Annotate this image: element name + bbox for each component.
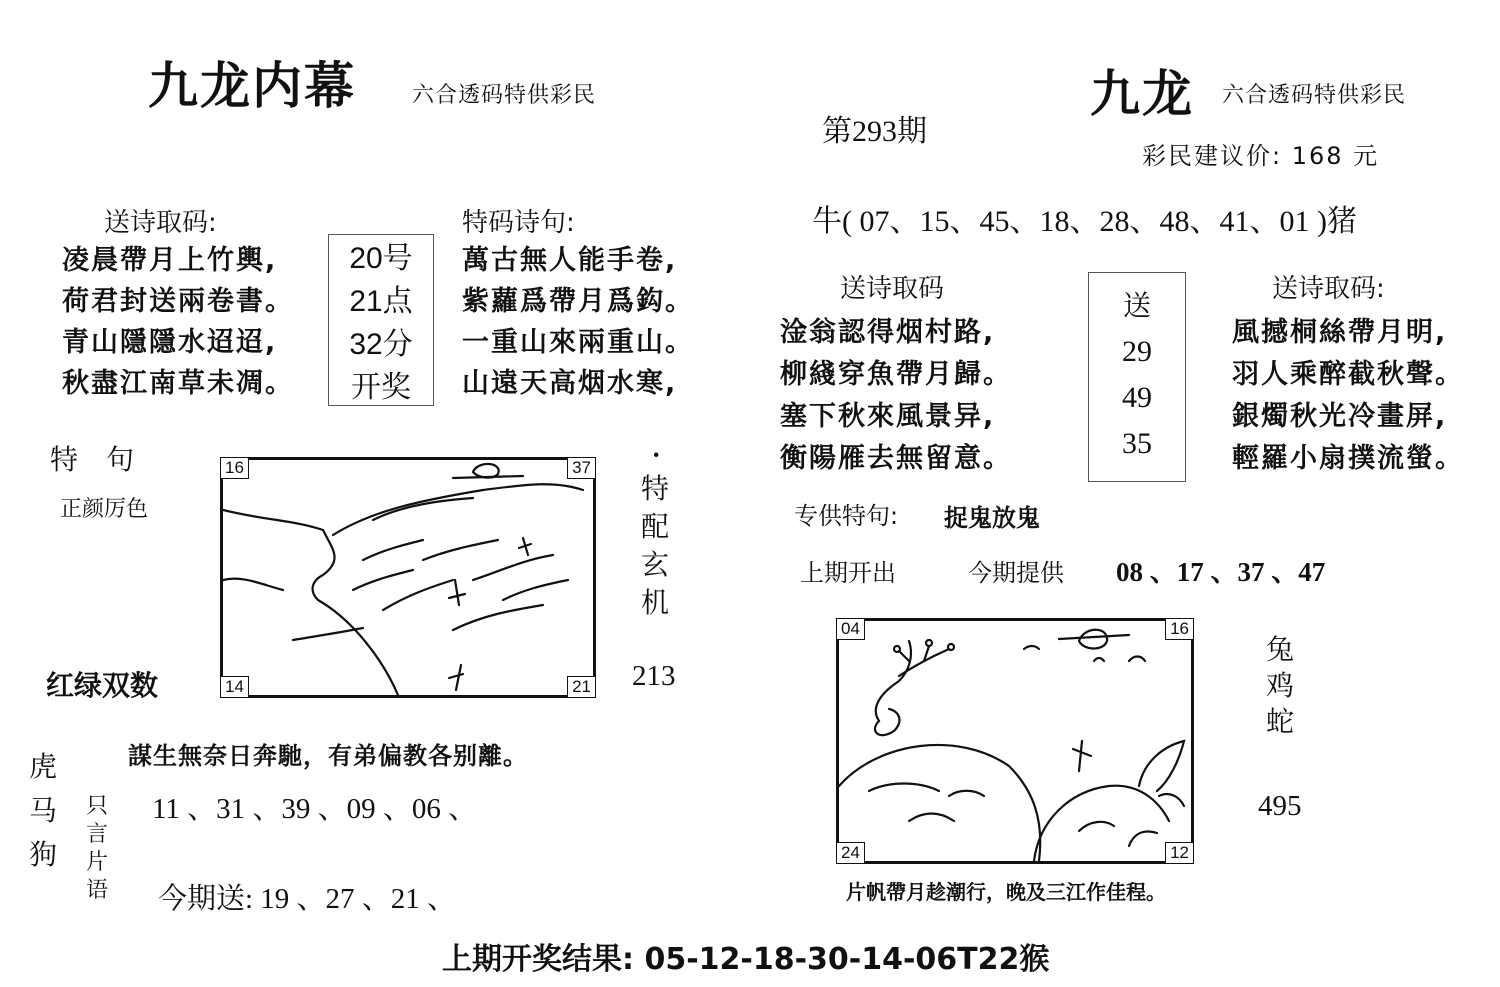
left-send-line: 今期送: 19 、27 、21 、 [158, 883, 457, 915]
poem-line: 衡陽雁去無留意。 [780, 443, 1012, 474]
red-green-label: 红绿双数 [46, 669, 159, 702]
poem-line: 荷君封送兩卷書。 [62, 286, 294, 317]
poem-line: 秋盡江南草未凋。 [62, 368, 294, 399]
left-poem [62, 240, 294, 404]
zodiac-char: 蛇 [1265, 705, 1294, 738]
provide-numbers: 08 、17 、37 、47 [1116, 557, 1326, 587]
poem-line: 柳綫穿魚帶月歸。 [780, 359, 1012, 390]
zodiac-char: 狗 [28, 838, 57, 871]
poem-line: 一重山來兩重山。 [462, 327, 694, 358]
send-label: 送 [1122, 289, 1151, 322]
corner-tag: 16 [1165, 619, 1193, 640]
right-zodiac-vertical [1262, 632, 1298, 740]
corner-tag: 37 [567, 458, 595, 479]
last-issue-label: 上期开出 [800, 559, 896, 587]
right-poem-heading-2: 送诗取码: [1272, 274, 1385, 304]
draw-time-box [328, 234, 434, 406]
poem-line: 山遠天高烟水寒, [462, 368, 678, 399]
right-poem-1 [780, 312, 1012, 480]
poem-line: 萬古無人能手卷, [462, 245, 678, 276]
zodiac-char: 马 [28, 794, 57, 827]
draw-label: 开奖 [351, 371, 411, 404]
poem-line: 凌晨帶月上竹輿, [62, 245, 278, 276]
right-numbers-line: 牛( 07、15、45、18、28、48、41、01 )猪 [812, 205, 1357, 238]
poem-line: 輕羅小扇撲流螢。 [1232, 443, 1464, 474]
poem-line: 紫蘿爲帶月爲鈎。 [462, 286, 694, 317]
corner-tag: 04 [837, 619, 865, 640]
right-poem-heading-1: 送诗取码 [840, 274, 945, 304]
zhiyan-vertical [82, 793, 112, 905]
landscape-sketch [223, 460, 593, 695]
right-poem-2 [1232, 312, 1464, 480]
poem-line: 羽人乘醉截秋聲。 [1232, 359, 1464, 390]
left-title: 九龙内幕 [148, 56, 356, 115]
draw-date: 20号 [349, 242, 413, 275]
special-value: 捉鬼放鬼 [944, 504, 1040, 532]
last-result: 上期开奖结果: 05-12-18-30-14-06T22猴 [442, 942, 1050, 977]
teju-value: 正颜厉色 [60, 497, 149, 522]
left-subtitle: 六合透码特供彩民 [412, 83, 597, 108]
right-side-number: 495 [1258, 790, 1302, 822]
left-poem-heading: 送诗取码: [104, 208, 217, 238]
zhiyan-char: 只 [85, 794, 108, 819]
teju-label: 特 句 [50, 443, 135, 476]
send-number: 35 [1122, 427, 1152, 460]
zhiyan-char: 言 [85, 822, 108, 847]
poem-line: 塞下秋來風景异, [780, 401, 996, 432]
draw-minute: 32分 [349, 328, 413, 361]
special-label: 专供特句: [794, 502, 899, 530]
provide-label: 今期提供 [968, 559, 1064, 587]
poem-line: 風撼桐絲帶月明, [1232, 317, 1448, 348]
send-number: 29 [1122, 335, 1152, 368]
zodiac-vertical [26, 745, 60, 877]
corner-tag: 21 [567, 676, 595, 697]
left-landscape-picture [220, 457, 596, 698]
special-poem [462, 240, 694, 404]
poem-line: 淦翁認得烟村路, [780, 317, 996, 348]
zodiac-char: 鸡 [1265, 669, 1294, 702]
right-subtitle: 六合透码特供彩民 [1222, 83, 1407, 108]
side-dot: · [652, 440, 661, 469]
corner-tag: 24 [837, 842, 865, 863]
corner-tag: 16 [221, 458, 249, 479]
zhiyan-char: 语 [85, 878, 108, 903]
zhiyan-char: 片 [85, 850, 108, 875]
left-numbers-line: 11 、31 、39 、09 、06 、 [152, 793, 478, 825]
landscape-sketch [839, 621, 1191, 861]
poem-line: 銀燭秋光冷畫屏, [1232, 401, 1448, 432]
corner-tag: 12 [1165, 842, 1193, 863]
right-title: 九龙 [1090, 64, 1194, 123]
left-bottom-poem: 謀生無奈日奔馳，有弟偏教各别離。 [128, 742, 528, 770]
zodiac-char: 虎 [28, 750, 57, 783]
zodiac-char: 兔 [1265, 633, 1294, 666]
poem-line: 青山隱隱水迢迢, [62, 327, 278, 358]
special-heading: 特码诗句: [462, 208, 575, 238]
issue-number: 第293期 [822, 115, 927, 148]
side-vertical-text: 特配玄机 [640, 472, 669, 619]
corner-tag: 14 [221, 676, 249, 697]
right-bottom-poem: 片帆帶月趁潮行，晚及三江作佳程。 [846, 880, 1166, 904]
send-box [1088, 272, 1186, 482]
price-label: 彩民建议价: 168 元 [1142, 142, 1380, 170]
right-landscape-picture [836, 618, 1194, 864]
side-number: 213 [632, 660, 676, 692]
send-number: 49 [1122, 381, 1152, 414]
draw-hour: 21点 [349, 285, 413, 318]
